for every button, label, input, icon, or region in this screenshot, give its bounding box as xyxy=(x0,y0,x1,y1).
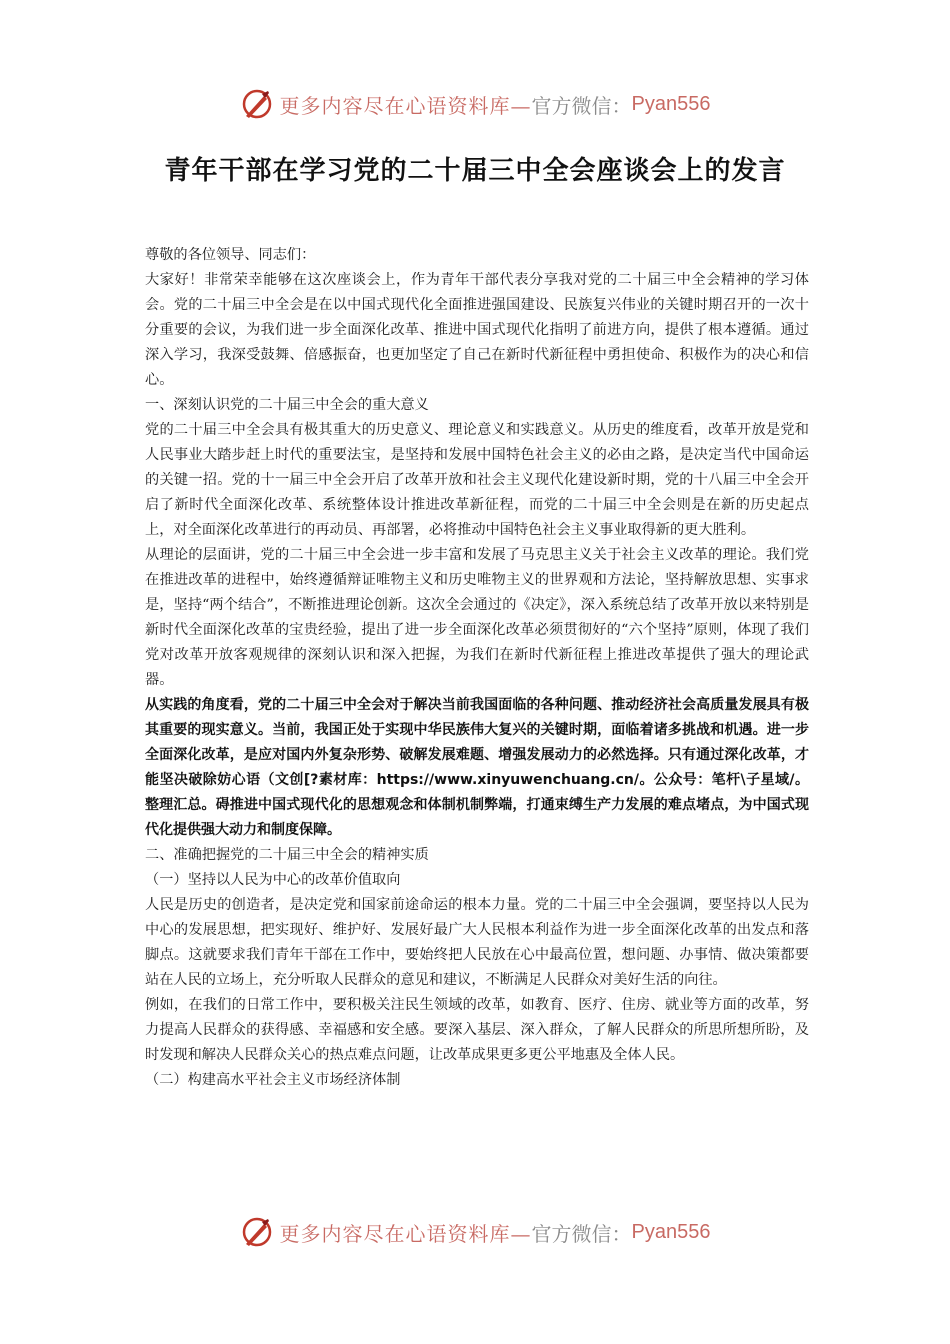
header-banner xyxy=(0,84,950,124)
document-title: 青年干部在学习党的二十届三中全会座谈会上的发言 xyxy=(164,156,786,186)
section-heading: 二、准确把握党的二十届三中全会的精神实质 xyxy=(145,847,429,863)
paragraph: 人民是历史的创造者，是决定党和国家前途命运的根本力量。党的二十届三中全会强调，要坚持以人民为中心的发展思想，把实现好、维护好、发展好最广大人民根本利益作为进一步全面深化改革的出发点和落脚点。这就要求我们青年干部在工作中，要始终把人民放在心中最高位置，想问题、办事情、做决策都要站在人民的立场上，充分听取人民群众的意见和建议，不断满足人民群众对美好生活的向往。 xyxy=(145,897,809,988)
footer-brand-text: 更多内容尽在心语资料库— xyxy=(279,1221,532,1246)
paragraph: 党的二十届三中全会具有极其重大的历史意义、理论意义和实践意义。从历史的维度看，改革开放是党和人民事业大踏步赶上时代的重要法宝，是坚持和发展中国特色社会主义的必由之路，是决定当代中国命运的关键一招。党的十一届三中全会开启了改革开放和社会主义现代化建设新时期，党的十八届三中全会开启了新时代全面深化改革、系统整体设计推进改革新征程，而党的二十届三中全会则是在新的历史起点上，对全面深化改革进行的再动员、再部署，必将推动中国特色社会主义事业取得新的更大胜利。 xyxy=(145,422,809,538)
brush-logo-icon xyxy=(240,1215,274,1249)
paragraph: 大家好！非常荣幸能够在这次座谈会上，作为青年干部代表分享我对党的二十届三中全会精神的学习体会。党的二十届三中全会是在以中国式现代化全面推进强国建设、民族复兴伟业的关键时期召开的一次十分重要的会议，为我们进一步全面深化改革、推进中国式现代化指明了前进方向，提供了根本遵循。通过深入学习，我深受鼓舞、倍感振奋，也更加坚定了自己在新时代新征程中勇担使命、积极作为的决心和信心。 xyxy=(145,272,809,388)
salutation: 尊敬的各位领导、同志们： xyxy=(145,247,316,263)
brush-logo-icon xyxy=(240,87,274,121)
footer-banner xyxy=(0,1212,950,1252)
header-wechat-label: 官方微信： xyxy=(531,93,632,118)
footer-wechat-id: Pyan556 xyxy=(631,1220,711,1243)
subsection-heading: （二）构建高水平社会主义市场经济体制 xyxy=(145,1072,401,1088)
paragraph-bold: 从实践的角度看，党的二十届三中全会对于解决当前我国面临的各种问题、推动经济社会高质量发展具有极其重要的现实意义。当前，我国正处于实现中华民族伟大复兴的关键时期，面临着诸多挑战和机遇。进一步全面深化改革，是应对国内外复杂形势、破解发展难题、增强发展动力的必然选择。只有通过深化改革，才能坚决破除妨心语（文创[?素材库：https://www.xinyuwenchuang.cn/。公众号：笔杆\子星域/。整理汇总。碍推进中国式现代化的思想观念和体制机制弊端，打通束缚生产力发展的难点堵点，为中国式现代化提供强大动力和制度保障。 xyxy=(145,697,809,838)
footer-wechat-label: 官方微信： xyxy=(531,1221,632,1246)
subsection-heading: （一）坚持以人民为中心的改革价值取向 xyxy=(145,872,401,888)
paragraph: 例如，在我们的日常工作中，要积极关注民生领域的改革，如教育、医疗、住房、就业等方面的改革，努力提高人民群众的获得感、幸福感和安全感。要深入基层、深入群众，了解人民群众的所思所想所盼，及时发现和解决人民群众关心的热点难点问题，让改革成果更多更公平地惠及全体人民。 xyxy=(145,997,809,1063)
paragraph: 从理论的层面讲，党的二十届三中全会进一步丰富和发展了马克思主义关于社会主义改革的理论。我们党在推进改革的进程中，始终遵循辩证唯物主义和历史唯物主义的世界观和方法论，坚持解放思想、实事求是，坚持“两个结合”，不断推进理论创新。这次全会通过的《决定》，深入系统总结了改革开放以来特别是新时代全面深化改革的宝贵经验，提出了进一步全面深化改革必须贯彻好的“六个坚持”原则，体现了我们党对改革开放客观规律的深刻认识和深入把握，为我们在新时代新征程上推进改革提供了强大的理论武器。 xyxy=(145,547,809,688)
header-wechat-id: Pyan556 xyxy=(631,92,711,115)
section-heading: 一、深刻认识党的二十届三中全会的重大意义 xyxy=(145,397,429,413)
header-brand-text: 更多内容尽在心语资料库— xyxy=(279,93,532,118)
document-body xyxy=(145,243,809,1093)
